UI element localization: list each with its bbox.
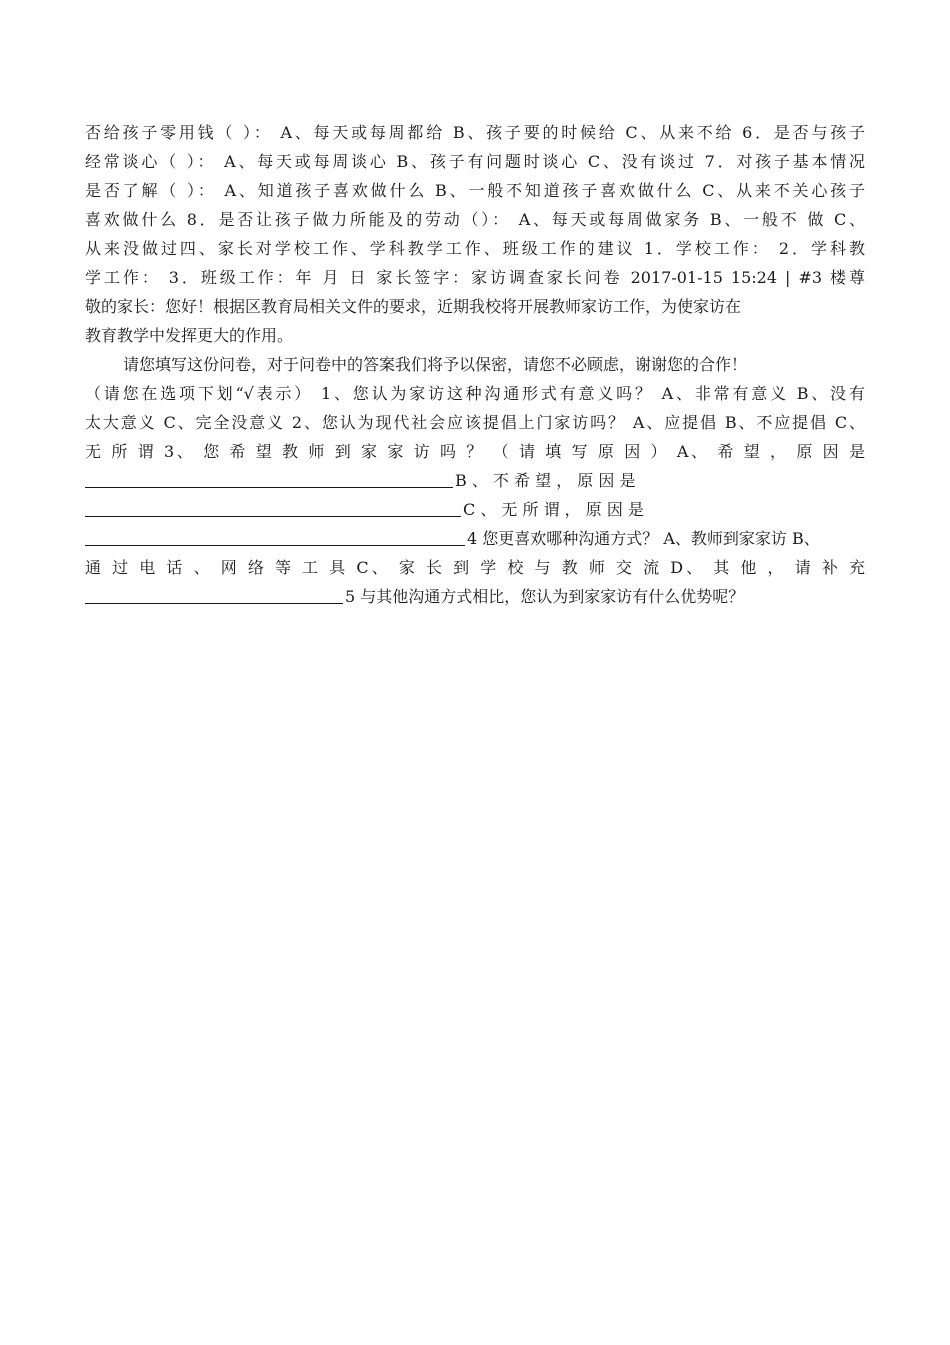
blank-line-b — [85, 466, 865, 495]
question-5: 5 与其他沟通方式相比，您认为到家家访有什么优势呢？ — [345, 587, 745, 606]
document-body — [85, 118, 865, 611]
option-c-reason: C 、 无 所 谓 ， 原 因 是 — [463, 500, 644, 519]
fill-in-blank[interactable] — [85, 469, 453, 488]
option-b-reason: B 、 不 希 望 ， 原 因 是 — [455, 471, 636, 490]
text-line: 经常谈心（ ）： A、每天或每周谈心 B、孩子有问题时谈心 C、没有谈过 7．对孩子基本情况 — [85, 152, 865, 171]
text-line: 否给孩子零用钱（ ）： A、每天或每周都给 B、孩子要的时候给 C、从来不给 6．是否与孩子 — [85, 123, 865, 142]
blank-line-q4 — [85, 524, 865, 553]
text-line: 通 过 电 话 、 网 络 等 工 具 C、 家 长 到 学 校 与 教 师 交 流 D、 其 他 ， 请 补 充 — [85, 558, 865, 577]
text-line: 太大意义 C、完全没意义 2、您认为现代社会应该提倡上门家访吗？ A、应提倡 B、不应提倡 C、 — [85, 413, 865, 432]
text-line: 从来没做过四、家长对学校工作、学科教学工作、班级工作的建议 1．学校工作： 2．学科教 — [85, 239, 865, 258]
text-line: （请您在选项下划“√表示） 1、您认为家访这种沟通形式有意义吗？ A、非常有意义 B、没有 — [85, 384, 865, 403]
text-line: 是否了解（ ）： A、知道孩子喜欢做什么 B、一般不知道孩子喜欢做什么 C、从来不关心孩子 — [85, 181, 865, 200]
paragraph-start-line: 请您填写这份问卷，对于问卷中的答案我们将予以保密，请您不必顾虑，谢谢您的合作！ — [123, 355, 748, 374]
text-line: 教育教学中发挥更大的作用。 — [85, 326, 294, 345]
text-line: 敬的家长：您好！根据区教育局相关文件的要求，近期我校将开展教师家访工作，为使家访在 — [85, 297, 742, 316]
blank-line-q5 — [85, 582, 865, 611]
blank-line-c — [85, 495, 865, 524]
text-line: 无 所 谓 3、 您 希 望 教 师 到 家 家 访 吗 ？ （ 请 填 写 原 因 ） A、 希 望 ， 原 因 是 — [85, 442, 865, 461]
question-4: 4 您更喜欢哪种沟通方式？ A、教师到家家访 B、 — [467, 529, 820, 548]
text-line: 学工作： 3．班级工作：年 月 日 家长签字：家访调查家长问卷 2017-01-15 15:24 | #3 楼尊 — [85, 268, 865, 287]
text-line: 喜欢做什么 8．是否让孩子做力所能及的劳动（）： A、每天或每周做家务 B、一般不 做 C、 — [85, 210, 865, 229]
fill-in-blank[interactable] — [85, 585, 343, 604]
fill-in-blank[interactable] — [85, 498, 461, 517]
fill-in-blank[interactable] — [85, 527, 465, 546]
